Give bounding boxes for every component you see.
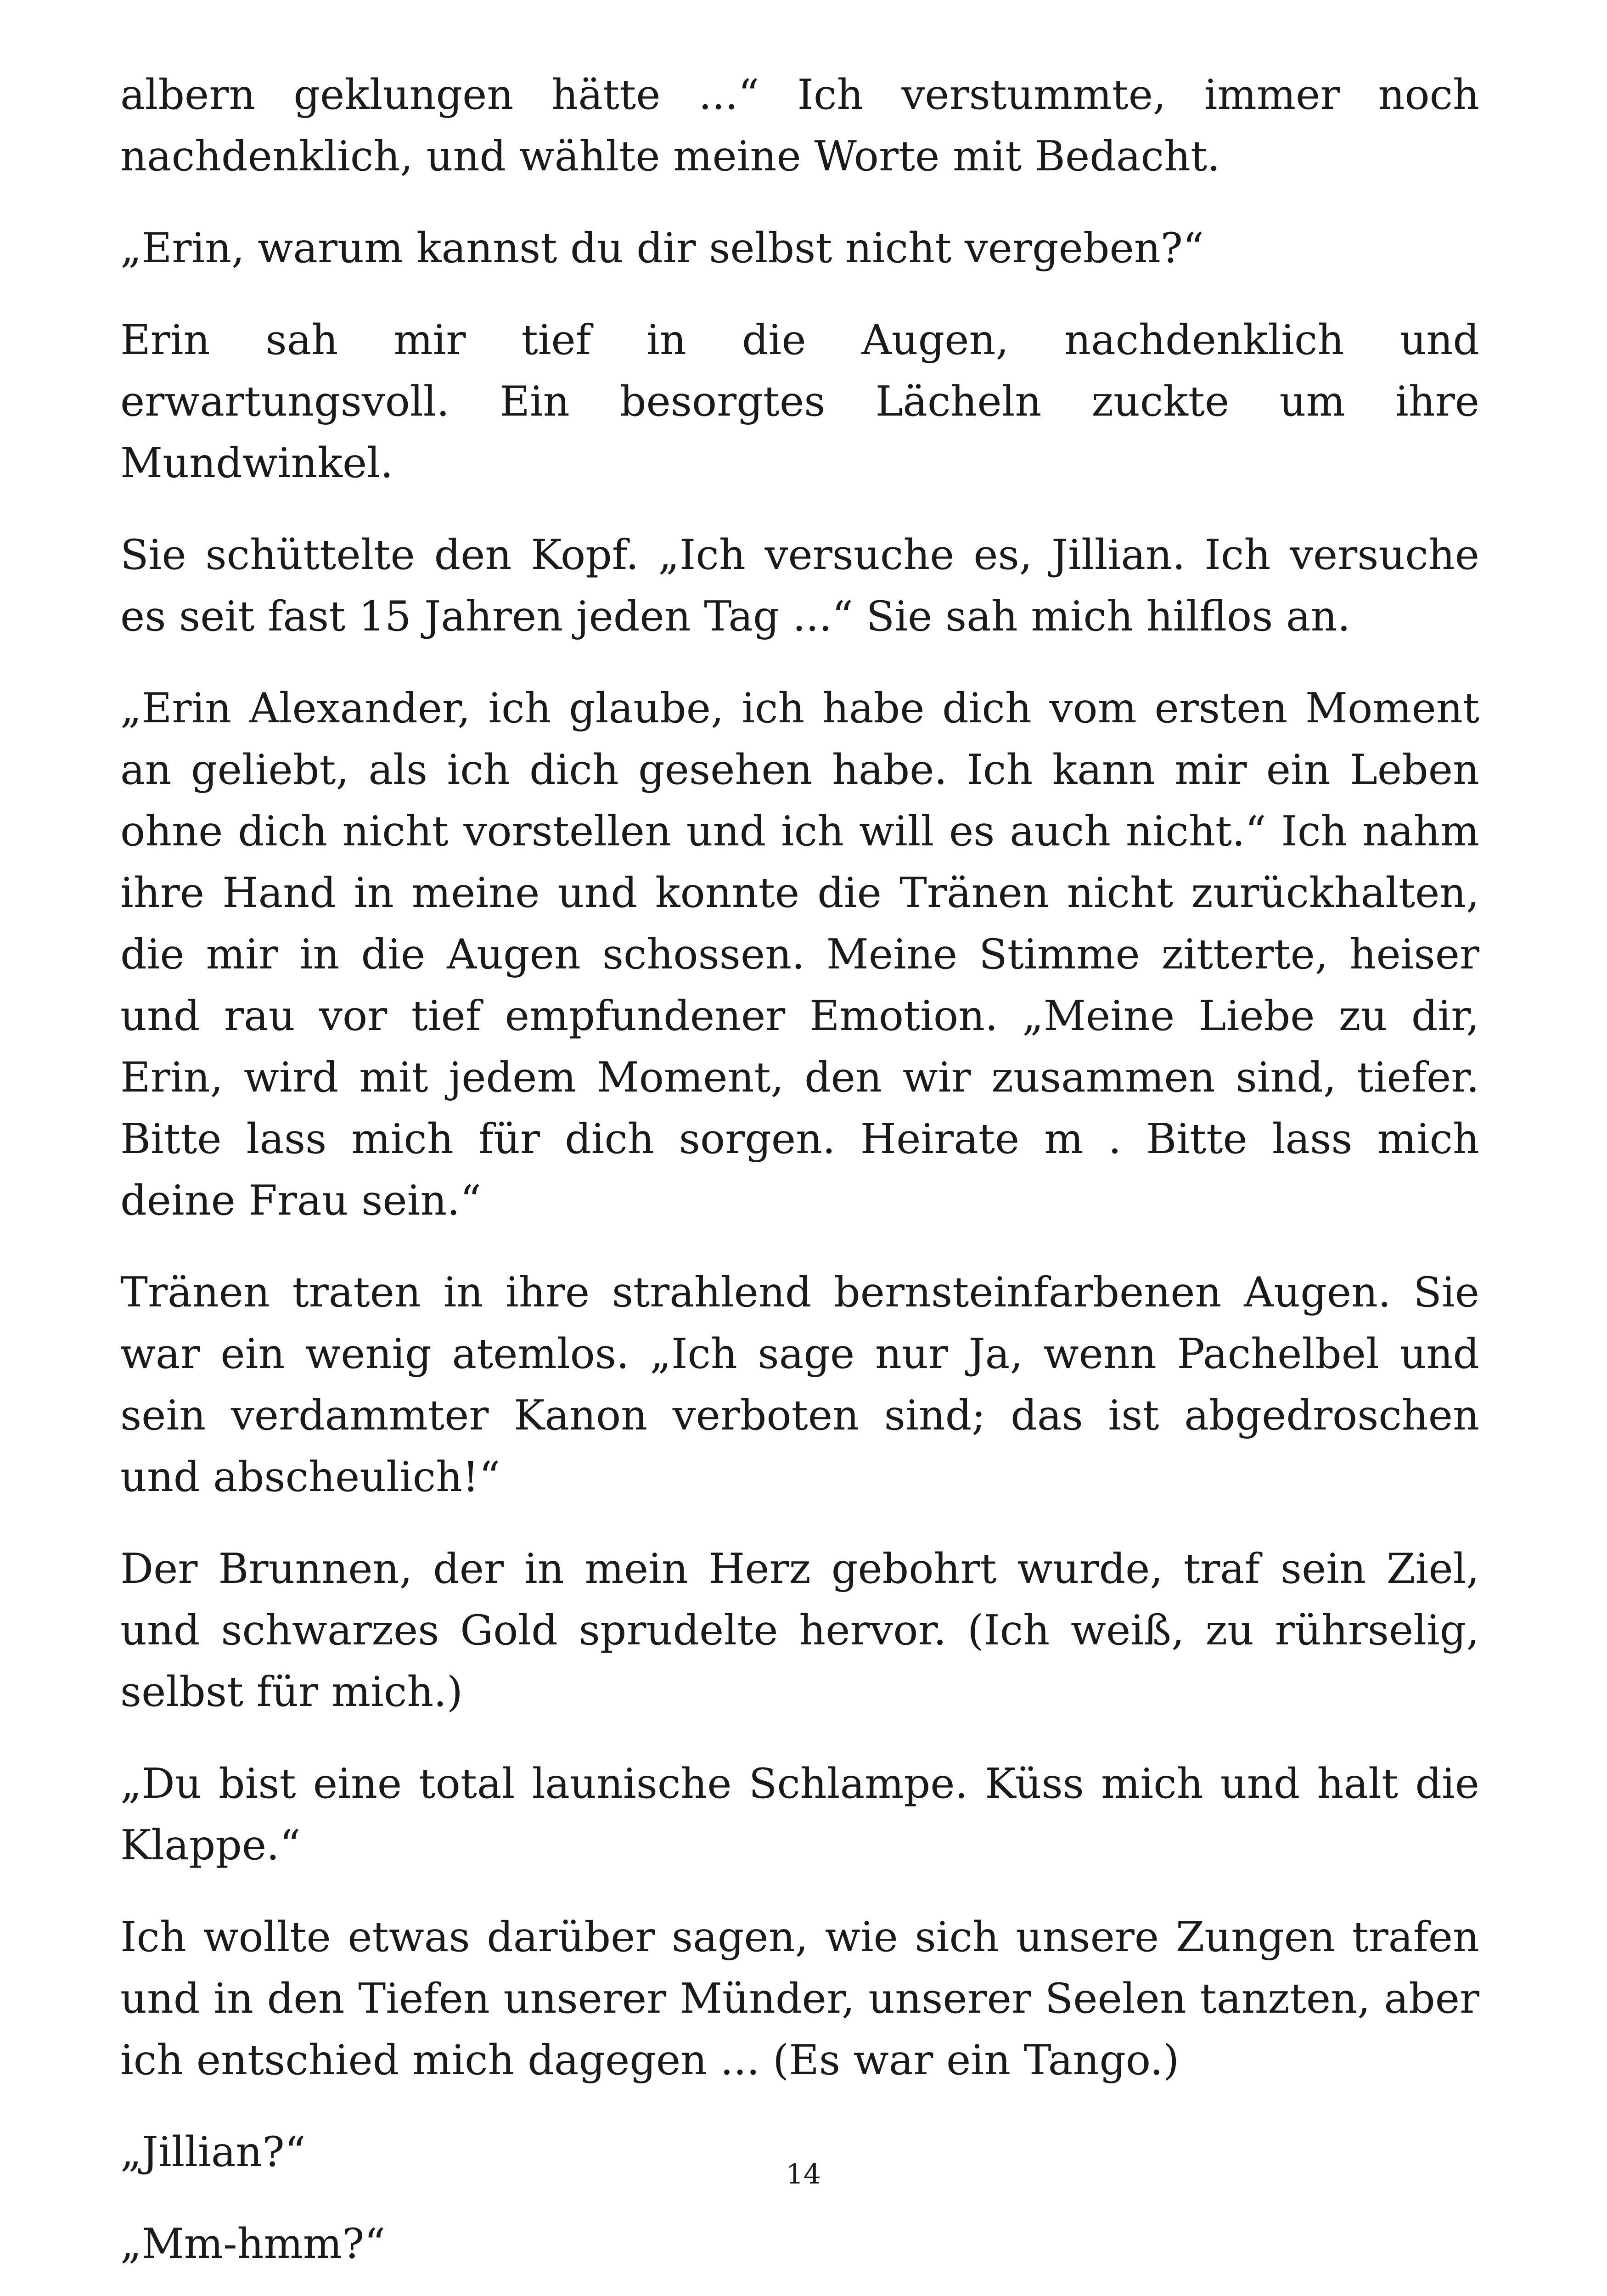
paragraph: „Du bist eine total launische Schlampe. Küss mich und halt die Klappe.“: [120, 1760, 1479, 1869]
paragraph: albern geklungen hätte ...“ Ich verstummte, immer noch nachdenklich, und wählte meine Worte mit Bedacht.: [120, 71, 1479, 180]
paragraph: Ich wollte etwas darüber sagen, wie sich unsere Zungen trafen und in den Tiefen unserer Münder, unserer Seelen tanzten, aber ich entschied mich dagegen ... (Es war ein Tango.): [120, 1913, 1479, 2084]
body-text: [120, 64, 1479, 2296]
paragraph: Erin sah mir tief in die Augen, nachdenklich und erwartungsvoll. Ein besorgtes Lächeln zuckte um ihre Mundwinkel.: [120, 316, 1479, 487]
paragraph: „Erin Alexander, ich glaube, ich habe dich vom ersten Moment an geliebt, als ich dich gesehen habe. Ich kann mir ein Leben ohne dich nicht vorstellen und ich will es auch nicht.“ Ich nahm ihre Hand in meine und konnte die Tränen nicht zurückhalten, die mir in die Augen schossen. Meine Stimme zitterte, heiser und rau vor tief empfundener Emotion. „Meine Liebe zu dir, Erin, wird mit jedem Moment, den wir zusammen sind, tiefer. Bitte lass mich für dich sorgen. Heirate m . Bitte lass mich deine Frau sein.“: [120, 684, 1479, 1225]
paragraph: „Erin, warum kannst du dir selbst nicht vergeben?“: [120, 224, 1204, 272]
page-number: 14: [786, 2158, 821, 2190]
paragraph: „Mm-hmm?“: [120, 2220, 386, 2268]
paragraph: Tränen traten in ihre strahlend bernsteinfarbenen Augen. Sie war ein wenig atemlos. „Ich sage nur Ja, wenn Pachelbel und sein verdammter Kanon verboten sind; das ist abgedroschen und abscheulich!“: [120, 1268, 1479, 1501]
paragraph: „Jillian?“: [120, 2128, 306, 2176]
paragraph: Sie schüttelte den Kopf. „Ich versuche es, Jillian. Ich versuche es seit fast 15 Jahren jeden Tag ...“ Sie sah mich hilflos an.: [120, 531, 1479, 641]
paragraph: Der Brunnen, der in mein Herz gebohrt wurde, traf sein Ziel, und schwarzes Gold sprudelte hervor. (Ich weiß, zu rührselig, selbst für mich.): [120, 1545, 1479, 1716]
